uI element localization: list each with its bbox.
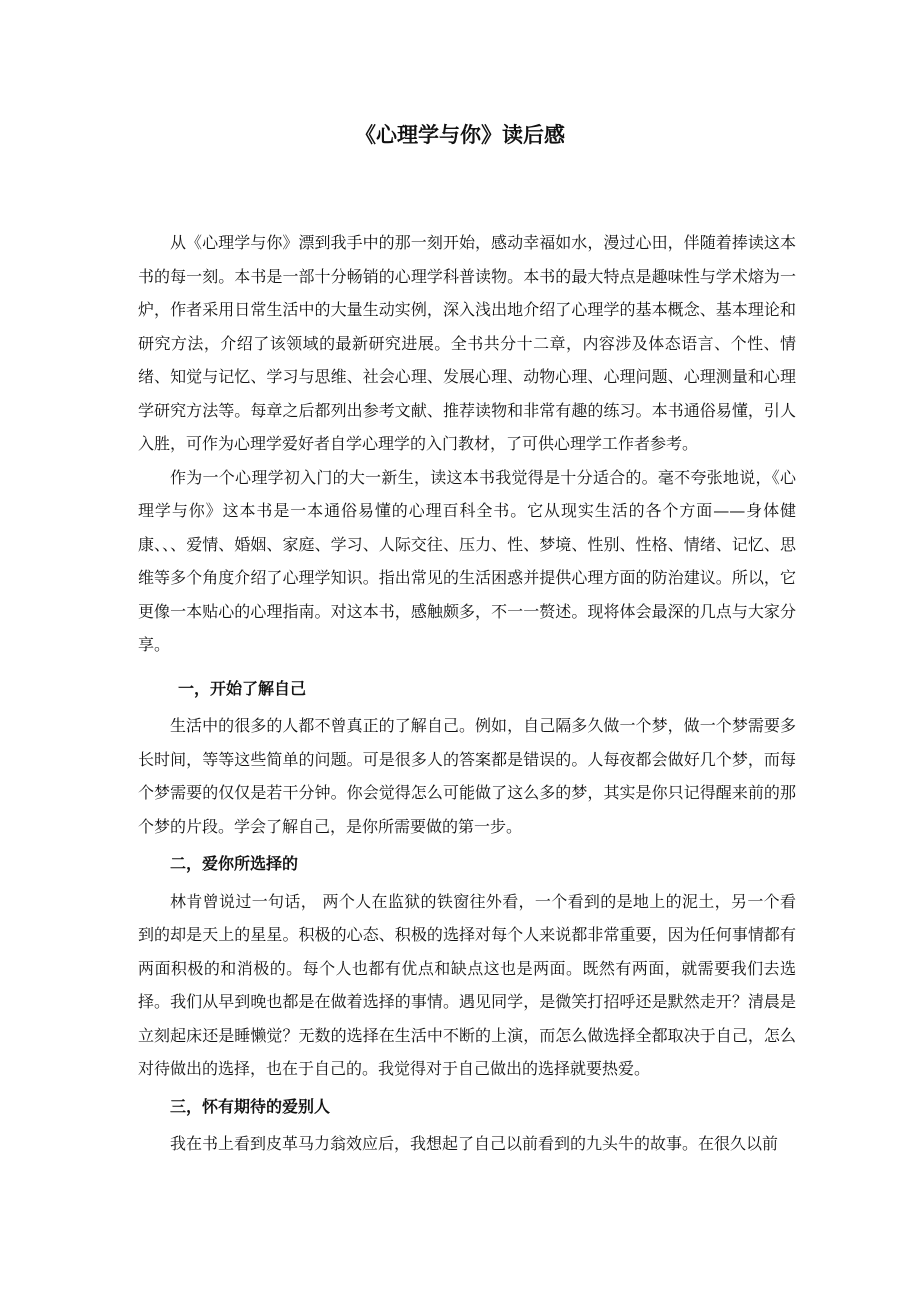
document-title: 《心理学与你》读后感 bbox=[355, 122, 565, 147]
section-text-3: 我在书上看到皮革马力翁效应后，我想起了自己以前看到的九头牛的故事。在很久以前 bbox=[170, 1134, 779, 1153]
section-text-2: 林肯曾说过一句话， 两个人在监狱的铁窗往外看，一个看到的是地上的泥土，另一个看到的却是天上的星星。积极的心态、积极的选择对每个人来说都非常重要，因为任何事情都有两面积极的和消极的。每个人也都有优点和缺点这也是两面。既然有两面，就需要我们去选择。我们从早到晚也都是在做着选择的事情。遇见同学，是微笑打招呼还是默然走开？清晨是立刻起床还是睡懒觉？无数的选择在生活中不断的上演，而怎么做选择全都取决于自己，怎么对待做出的选择，也在于自己的。我觉得对于自己做出的选择就要热爱。 bbox=[138, 891, 796, 1078]
section-text-1: 生活中的很多的人都不曾真正的了解自己。例如，自己隔多久做一个梦，做一个梦需要多长时间，等等这些简单的问题。可是很多人的答案都是错误的。人每夜都会做好几个梦，而每个梦需要的仅仅是若干分钟。你会觉得怎么可能做了这么多的梦，其实是你只记得醒来前的那个梦的片段。学会了解自己，是你所需要做的第一步。 bbox=[138, 716, 796, 836]
document-body bbox=[138, 226, 796, 1161]
paragraph-intro: 从《心理学与你》漂到我手中的那一刻开始，感动幸福如水，漫过心田，伴随着捧读这本书的每一刻。本书是一部十分畅销的心理学科普读物。本书的最大特点是趣味性与学术熔为一炉，作者采用日常生活中的大量生动实例，深入浅出地介绍了心理学的基本概念、基本理论和研究方法，介绍了该领域的最新研究进展。全书共分十二章，内容涉及体态语言、个性、情绪、知觉与记忆、学习与思维、社会心理、发展心理、动物心理、心理问题、心理测量和心理学研究方法等。每章之后都列出参考文献、推荐读物和非常有趣的练习。本书通俗易懂，引人入胜，可作为心理学爱好者自学心理学的入门教材，了可供心理学工作者参考。 bbox=[138, 233, 796, 453]
section-heading-3: 三，怀有期待的爱别人 bbox=[170, 1096, 331, 1116]
section-heading-2: 二，爱你所选择的 bbox=[170, 854, 299, 873]
section-heading-1: 一，开始了解自己 bbox=[178, 678, 307, 698]
paragraph-overview: 作为一个心理学初入门的大一新生，读这本书我觉得是十分适合的。毫不夸张地说，《心理学与你》这本书是一本通俗易懂的心理百科全书。它从现实生活的各个方面——身体健康、、、爱情、婚姻、家庭、学习、人际交往、压力、性、梦境、性别、性格、情绪、记忆、思维等多个角度介绍了心理学知识。指出常见的生活困惑并提供心理方面的防治建议。所以，它更像一本贴心的心理指南。对这本书，感触颇多，不一一赘述。现将体会最深的几点与大家分享。 bbox=[138, 467, 796, 654]
